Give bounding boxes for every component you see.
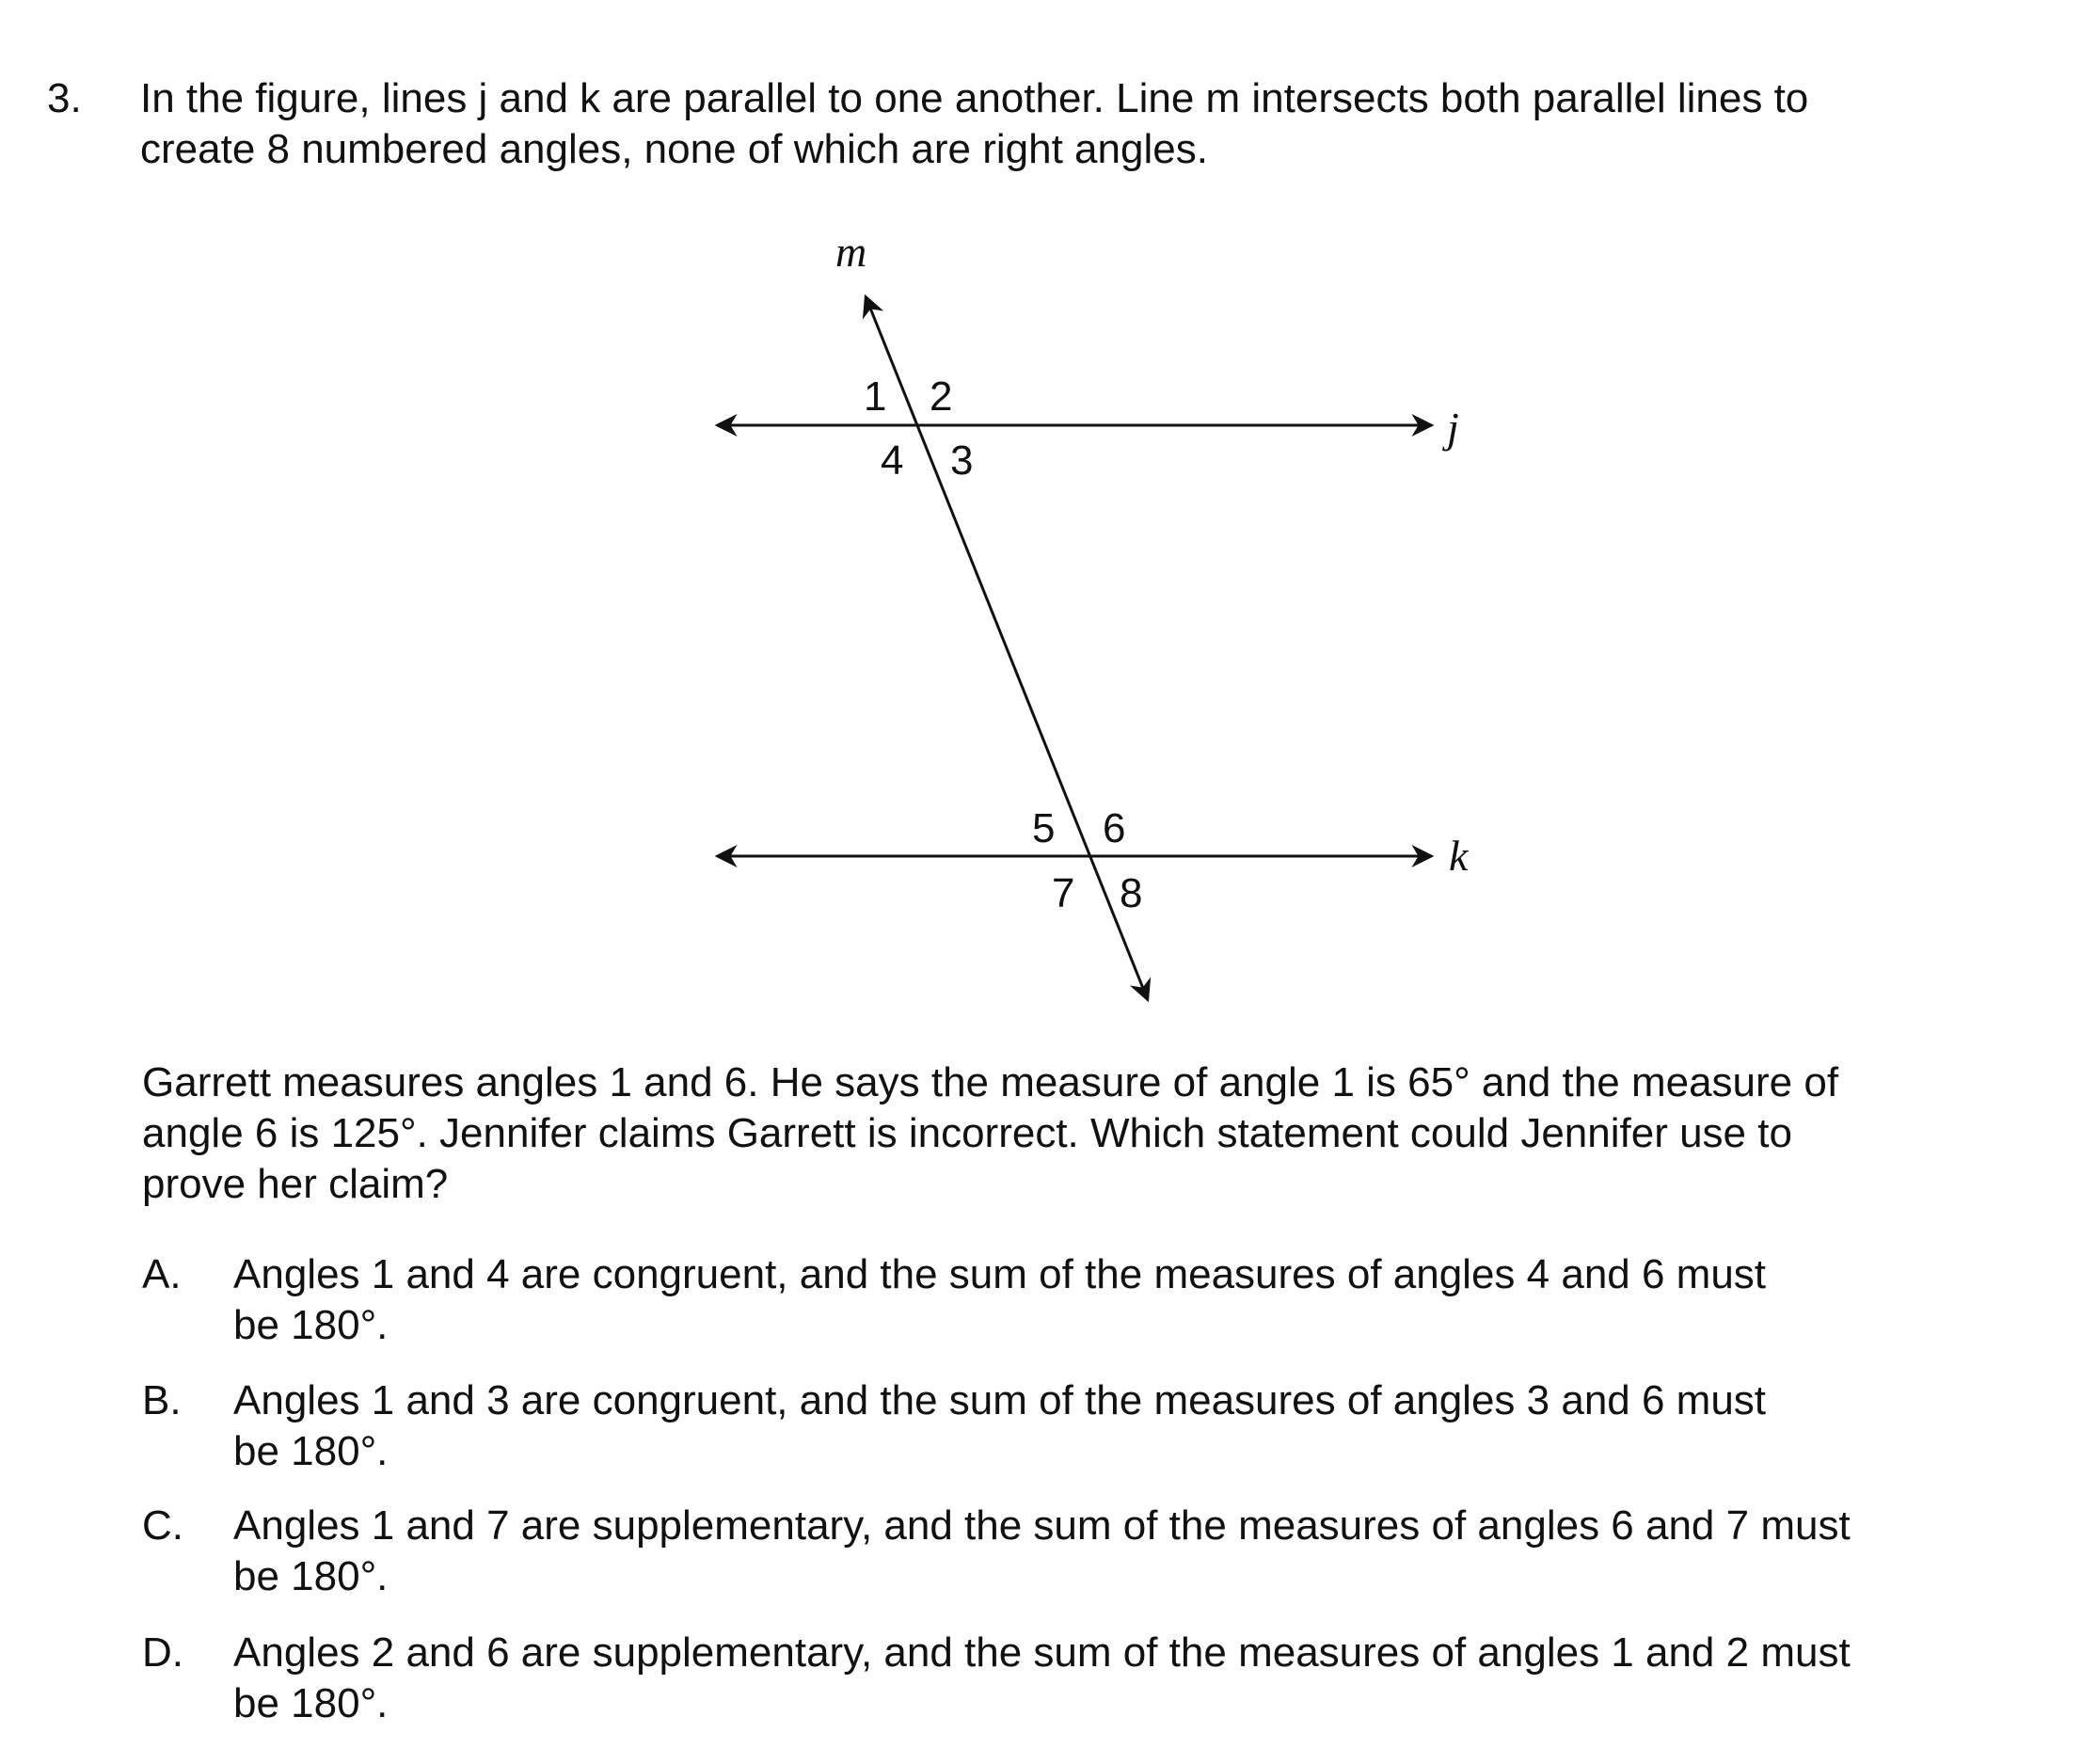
angle-label-8: 8 bbox=[1120, 870, 1143, 916]
angle-label-1: 1 bbox=[864, 373, 887, 420]
question-followup bbox=[142, 1057, 2033, 1210]
angle-label-6: 6 bbox=[1103, 805, 1126, 851]
line-label-j: j bbox=[1447, 404, 1459, 452]
angle-label-3: 3 bbox=[950, 437, 974, 484]
line-label-k: k bbox=[1449, 832, 1469, 880]
line-m bbox=[866, 296, 1148, 1000]
choice-text-a bbox=[233, 1249, 2077, 1351]
followup-line-3: prove her claim? bbox=[142, 1161, 449, 1207]
question-number: 3. bbox=[47, 75, 82, 121]
choice-letter-d: D. bbox=[142, 1629, 183, 1676]
choice-b-line-2: be 180°. bbox=[233, 1428, 389, 1474]
choice-letter-a: A. bbox=[142, 1251, 182, 1297]
choice-c-line-2: be 180°. bbox=[233, 1553, 389, 1599]
choice-text-d bbox=[233, 1628, 2077, 1729]
choice-a-line-2: be 180°. bbox=[233, 1302, 389, 1348]
angle-label-2: 2 bbox=[930, 373, 953, 420]
choice-letter-b: B. bbox=[142, 1377, 182, 1423]
angle-label-4: 4 bbox=[881, 437, 904, 484]
choice-d-line-1: Angles 2 and 6 are supplementary, and the sum of the measures of angles 1 and 2 must bbox=[233, 1629, 1851, 1676]
choice-text-b bbox=[233, 1375, 2077, 1477]
choice-letter-c: C. bbox=[142, 1502, 183, 1549]
choice-c-line-1: Angles 1 and 7 are supplementary, and the sum of the measures of angles 6 and 7 must bbox=[233, 1502, 1851, 1549]
prompt-line-2: create 8 numbered angles, none of which are right angles. bbox=[140, 126, 1208, 172]
choice-text-c bbox=[233, 1501, 2077, 1602]
followup-line-2: angle 6 is 125°. Jennifer claims Garrett is incorrect. Which statement could Jennifer use to bbox=[142, 1110, 1792, 1156]
choice-b-line-1: Angles 1 and 3 are congruent, and the sum of the measures of angles 3 and 6 must bbox=[233, 1377, 1767, 1423]
choice-d-line-2: be 180°. bbox=[233, 1680, 389, 1726]
angle-label-5: 5 bbox=[1032, 805, 1056, 851]
followup-line-1: Garrett measures angles 1 and 6. He says the measure of angle 1 is 65° and the measure of bbox=[142, 1059, 1839, 1105]
line-label-m: m bbox=[835, 228, 867, 276]
choice-a-line-1: Angles 1 and 4 are congruent, and the sum of the measures of angles 4 and 6 must bbox=[233, 1251, 1767, 1297]
prompt-line-1: In the figure, lines j and k are parallel to one another. Line m intersects both parallel lines to bbox=[140, 75, 1809, 121]
angle-label-7: 7 bbox=[1052, 870, 1075, 916]
